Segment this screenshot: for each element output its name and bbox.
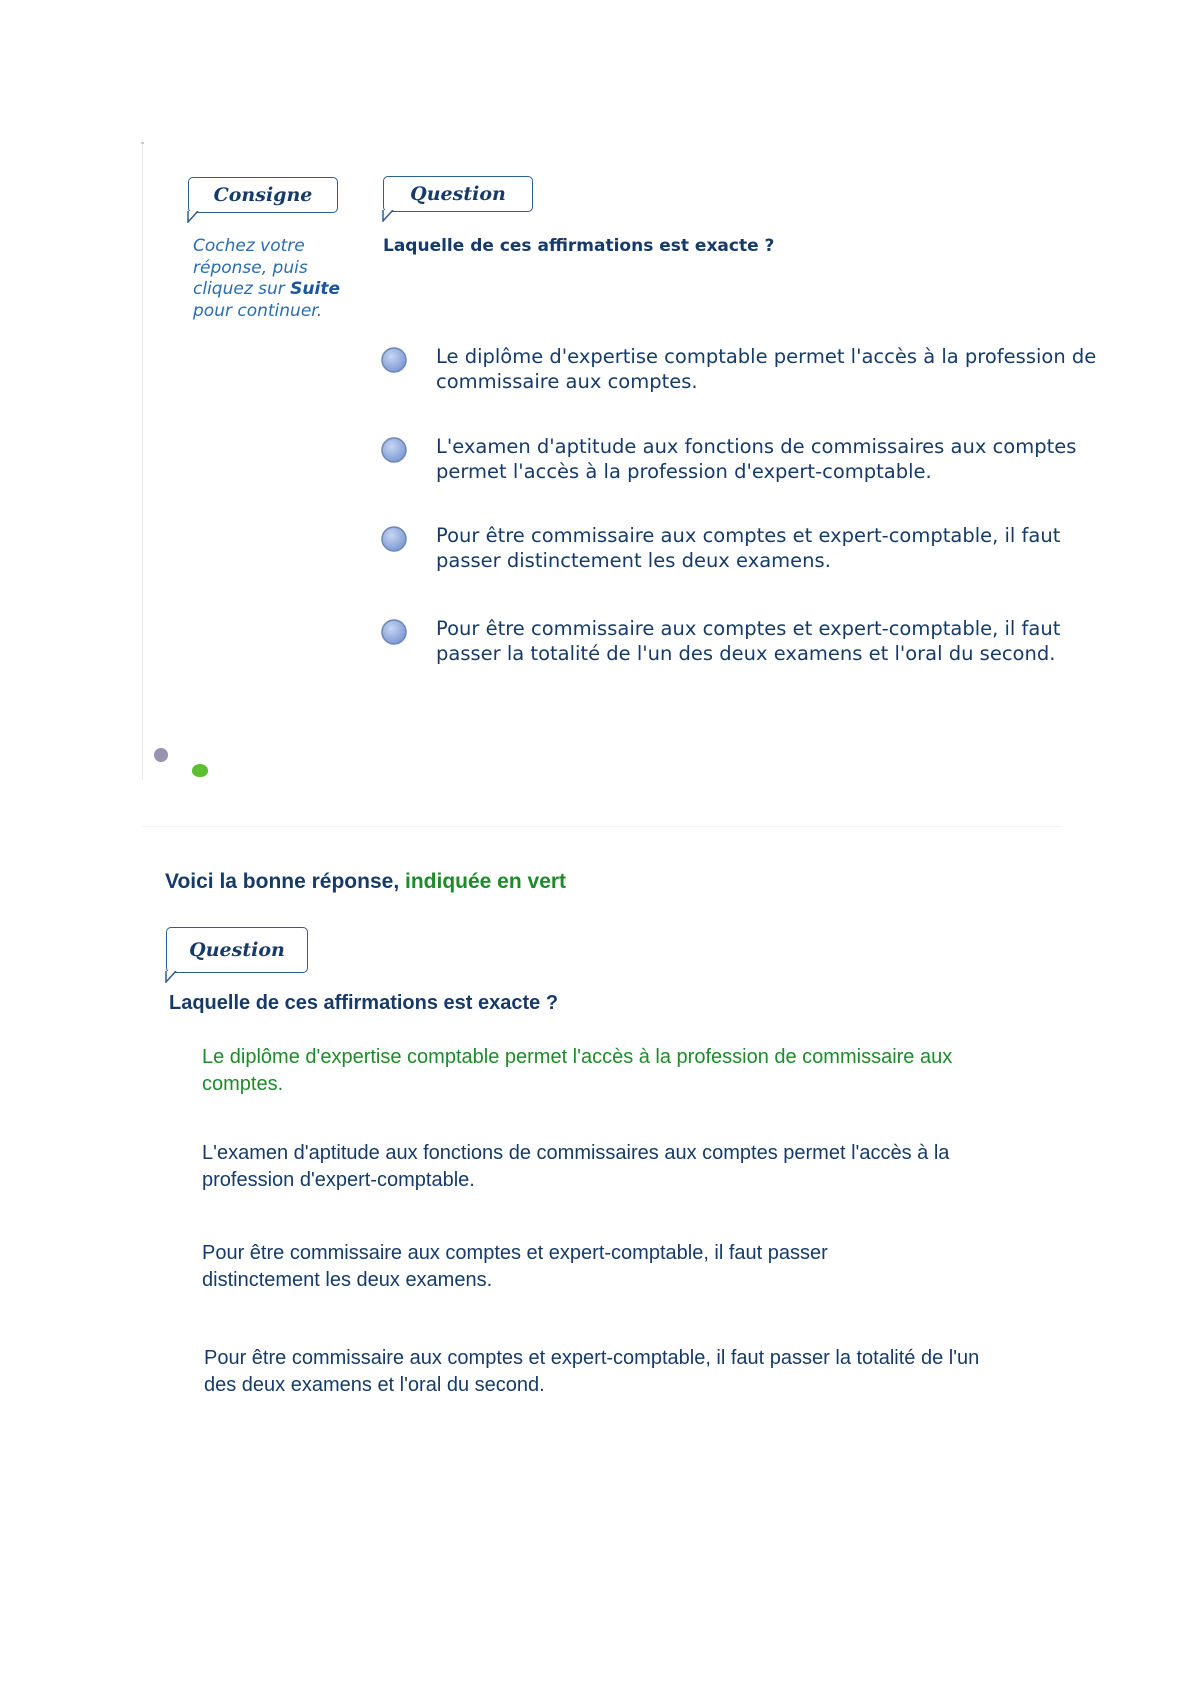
- answer-option[interactable]: [380, 434, 1100, 484]
- instruction-text: [193, 236, 353, 322]
- answer-option[interactable]: [380, 344, 1100, 394]
- answer-option-label: Pour être commissaire aux comptes et expert-comptable, il faut passer la totalité de l'un des deux examens et l'oral du second.: [436, 617, 1061, 665]
- answer-question-tab-label: Question: [189, 939, 285, 961]
- answer-question-tab: [166, 927, 308, 973]
- answer-intro-green: indiquée en vert: [405, 870, 567, 893]
- answer-option-label: Le diplôme d'expertise comptable permet l'accès à la profession de commissaire aux comptes.: [436, 345, 1097, 393]
- progress-dot-green: [192, 764, 208, 777]
- section-divider: [142, 826, 1062, 827]
- radio-button-icon[interactable]: [380, 346, 406, 372]
- question-tab: [383, 176, 533, 212]
- speech-tail-icon: [187, 211, 199, 223]
- panel-left-border: [142, 140, 143, 780]
- question-text: Laquelle de ces affirmations est exacte ?: [383, 236, 775, 256]
- progress-dot-grey: [154, 748, 168, 762]
- answer-intro: [165, 870, 566, 894]
- instruction-part1: Cochez votre réponse, puis cliquez sur: [193, 236, 308, 299]
- answer-option[interactable]: [380, 616, 1100, 666]
- answer-option[interactable]: [380, 523, 1100, 573]
- instruction-suite: Suite: [290, 279, 341, 299]
- question-tab-label: Question: [410, 183, 506, 205]
- radio-button-icon[interactable]: [380, 618, 406, 644]
- answer-option: L'examen d'aptitude aux fonctions de commissaires aux comptes permet l'accès à la profession d'expert-comptable.: [202, 1142, 950, 1191]
- speech-tail-icon: [382, 210, 394, 222]
- radio-button-icon[interactable]: [380, 436, 406, 462]
- consigne-tab-label: Consigne: [213, 184, 313, 206]
- radio-button-icon[interactable]: [380, 525, 406, 551]
- panel-corner-mark: [141, 142, 144, 144]
- answer-option-label: L'examen d'aptitude aux fonctions de commissaires aux comptes permet l'accès à la profession d'expert-comptable.: [436, 435, 1077, 483]
- answer-option: Pour être commissaire aux comptes et expert-comptable, il faut passer la totalité de l'un des deux examens et l'oral du second.: [204, 1347, 980, 1396]
- answer-option-label: Pour être commissaire aux comptes et expert-comptable, il faut passer distinctement les deux examens.: [436, 524, 1061, 572]
- answer-question-text: Laquelle de ces affirmations est exacte ?: [169, 992, 559, 1014]
- answer-correct-option: Le diplôme d'expertise comptable permet l'accès à la profession de commissaire aux comptes.: [202, 1046, 953, 1095]
- answer-intro-main: Voici la bonne réponse,: [165, 870, 405, 893]
- answer-option: Pour être commissaire aux comptes et expert-comptable, il faut passer distinctement les deux examens.: [202, 1242, 828, 1291]
- instruction-part2: pour continuer.: [193, 300, 323, 321]
- speech-tail-icon: [165, 971, 177, 983]
- consigne-tab: [188, 177, 338, 213]
